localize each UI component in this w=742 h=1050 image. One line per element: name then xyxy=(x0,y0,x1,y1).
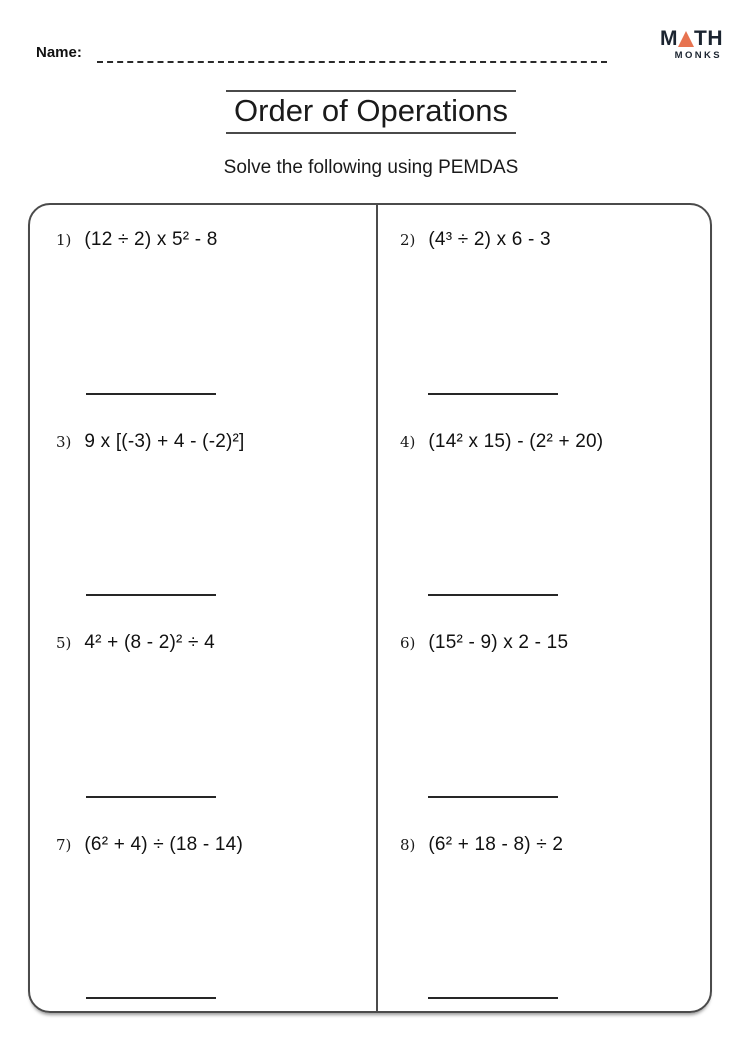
name-fill-line xyxy=(97,46,607,63)
logo-math-row xyxy=(653,27,723,50)
answer-line-2 xyxy=(428,393,558,395)
problem-number: 3) xyxy=(56,432,72,451)
problem-number: 8) xyxy=(400,835,416,854)
problem-6 xyxy=(376,608,710,810)
instructions: Solve the following using PEMDAS xyxy=(223,157,519,178)
answer-line-8 xyxy=(428,997,558,999)
problem-3 xyxy=(30,407,376,609)
math-monks-logo xyxy=(653,27,723,61)
problem-1 xyxy=(30,205,376,407)
answer-line-6 xyxy=(428,796,558,798)
logo-monks-text: MONKS xyxy=(674,50,722,61)
problem-8 xyxy=(376,810,710,1012)
problem-number: 6) xyxy=(400,634,416,652)
answer-line-7 xyxy=(86,997,216,999)
answer-line-5 xyxy=(86,796,216,798)
problem-expression: 4² + (8 - 2)² ÷ 4 xyxy=(84,632,215,653)
answer-line-1 xyxy=(86,393,216,395)
problem-4 xyxy=(376,407,710,609)
orange-triangle-icon xyxy=(678,31,694,47)
problem-expression: (12 ÷ 2) x 5² - 8 xyxy=(84,229,218,250)
problem-number: 4) xyxy=(400,432,416,451)
problem-number: 2) xyxy=(400,231,416,249)
problem-number: 5) xyxy=(56,634,72,652)
logo-letters-th: TH xyxy=(694,27,723,50)
problem-expression: (6² + 4) ÷ (18 - 14) xyxy=(84,833,243,855)
answer-line-3 xyxy=(86,594,216,596)
problem-5 xyxy=(30,608,376,810)
problem-expression: (15² - 9) x 2 - 15 xyxy=(428,632,569,653)
problem-expression: (6² + 18 - 8) ÷ 2 xyxy=(428,833,564,855)
problem-number: 1) xyxy=(56,231,72,249)
page-title: Order of Operations xyxy=(234,93,508,128)
problem-expression: (14² x 15) - (2² + 20) xyxy=(428,430,604,452)
name-label: Name: xyxy=(36,44,82,61)
problem-expression: (4³ ÷ 2) x 6 - 3 xyxy=(428,229,551,250)
problem-number: 7) xyxy=(56,835,72,854)
problems-grid xyxy=(30,205,710,1011)
problems-box xyxy=(28,203,712,1013)
title-block xyxy=(226,90,516,134)
problem-expression: 9 x [(-3) + 4 - (-2)²] xyxy=(84,430,245,452)
problem-2 xyxy=(376,205,710,407)
problem-7 xyxy=(30,810,376,1012)
answer-line-4 xyxy=(428,594,558,596)
logo-letter-m: M xyxy=(660,27,678,50)
